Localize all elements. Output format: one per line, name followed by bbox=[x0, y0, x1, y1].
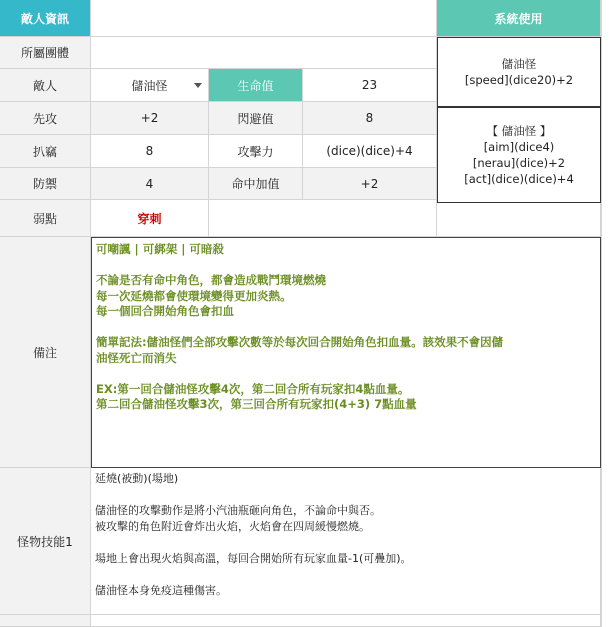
skill-line: 延燒(被動)(場地) bbox=[95, 472, 179, 485]
dodge-label: 閃避值 bbox=[209, 102, 303, 135]
hit-bonus-value[interactable]: +2 bbox=[303, 168, 437, 200]
defense-value[interactable]: 4 bbox=[91, 168, 209, 200]
next-row-cell[interactable] bbox=[91, 615, 601, 627]
notes-line: EX:第一回合儲油怪攻擊4次，第二回合所有玩家扣4點血量。 bbox=[96, 381, 410, 396]
skill-line bbox=[95, 535, 595, 551]
initiative-value[interactable]: +2 bbox=[91, 102, 209, 135]
notes-line: 不論是否有命中角色，都會造成戰鬥環境燃燒 bbox=[96, 273, 326, 287]
skill-line: 儲油怪本身免疫這種傷害。 bbox=[95, 584, 227, 597]
notes-label: 備注 bbox=[0, 237, 91, 468]
enemy-label: 敵人 bbox=[0, 69, 91, 102]
skill-text bbox=[95, 471, 595, 599]
next-row-label bbox=[0, 615, 91, 627]
skill-line bbox=[95, 487, 595, 503]
notes-text bbox=[96, 242, 596, 413]
enemy-select[interactable] bbox=[91, 69, 209, 102]
system-use-header: 系統使用 bbox=[437, 0, 601, 37]
system-roll-box bbox=[437, 107, 601, 203]
weakness-blank[interactable] bbox=[209, 200, 437, 237]
notes-cell[interactable] bbox=[91, 237, 601, 468]
system-roll-title: 【 儲油怪 】 bbox=[486, 124, 552, 138]
notes-line: 可嘲諷 | 可綁架 | 可暗殺 bbox=[96, 242, 224, 256]
system-speed-box bbox=[437, 37, 601, 107]
skill-line: 儲油怪的攻擊動作是將小汽油瓶砸向角色，不論命中與否。 bbox=[95, 504, 381, 517]
weakness-value-cell[interactable] bbox=[91, 200, 209, 237]
right-gridline bbox=[601, 0, 602, 627]
notes-line: 每一個回合開始角色會扣血 bbox=[96, 304, 234, 318]
skill-line: 被攻擊的角色附近會炸出火焰，火焰會在四周緩慢燃燒。 bbox=[95, 520, 370, 533]
skill-line bbox=[95, 567, 595, 583]
notes-line: 第二回合儲油怪攻擊3次，第三回合所有玩家扣(4+3) 7點血量 bbox=[96, 397, 417, 411]
system-roll-act: [act](dice)(dice)+4 bbox=[464, 172, 574, 186]
hp-value[interactable]: 23 bbox=[303, 69, 437, 102]
attack-value[interactable]: (dice)(dice)+4 bbox=[303, 135, 437, 168]
header-blank[interactable] bbox=[91, 0, 437, 37]
chevron-down-icon[interactable] bbox=[194, 83, 202, 88]
dodge-value[interactable]: 8 bbox=[303, 102, 437, 135]
system-roll-nerau: [nerau](dice)+2 bbox=[472, 156, 566, 170]
hp-label: 生命值 bbox=[209, 69, 303, 102]
notes-line: 油怪死亡而消失 bbox=[96, 350, 177, 365]
skill-cell[interactable] bbox=[91, 468, 601, 615]
weakness-value: 穿刺 bbox=[137, 211, 162, 226]
defense-label: 防禦 bbox=[0, 168, 91, 200]
weakness-label: 弱點 bbox=[0, 200, 91, 237]
notes-line bbox=[96, 366, 596, 382]
notes-line: 簡單記法:儲油怪們全部攻擊次數等於每次回合開始角色扣血量。該效果不會因儲 bbox=[96, 335, 504, 349]
initiative-label: 先攻 bbox=[0, 102, 91, 135]
system-speed-roll: [speed](dice20)+2 bbox=[464, 73, 574, 87]
hit-bonus-label: 命中加值 bbox=[209, 168, 303, 200]
grapple-value[interactable]: 8 bbox=[91, 135, 209, 168]
skill-label: 怪物技能1 bbox=[0, 468, 91, 615]
notes-line: 每一次延燒都會使環境變得更加炎熱。 bbox=[96, 288, 292, 303]
enemy-select-value: 儲油怪 bbox=[131, 78, 168, 93]
skill-line: 場地上會出現火焰與高溫，每回合開始所有玩家血量-1(可疊加)。 bbox=[95, 552, 412, 565]
notes-line bbox=[96, 258, 596, 274]
faction-label: 所屬團體 bbox=[0, 37, 91, 69]
attack-label: 攻擊力 bbox=[209, 135, 303, 168]
notes-line bbox=[96, 320, 596, 336]
grapple-label: 扒竊 bbox=[0, 135, 91, 168]
faction-value[interactable] bbox=[91, 37, 437, 69]
enemy-info-header: 敵人資訊 bbox=[0, 0, 91, 37]
system-speed-title: 儲油怪 bbox=[501, 57, 537, 71]
system-roll-aim: [aim](dice4) bbox=[483, 140, 555, 154]
